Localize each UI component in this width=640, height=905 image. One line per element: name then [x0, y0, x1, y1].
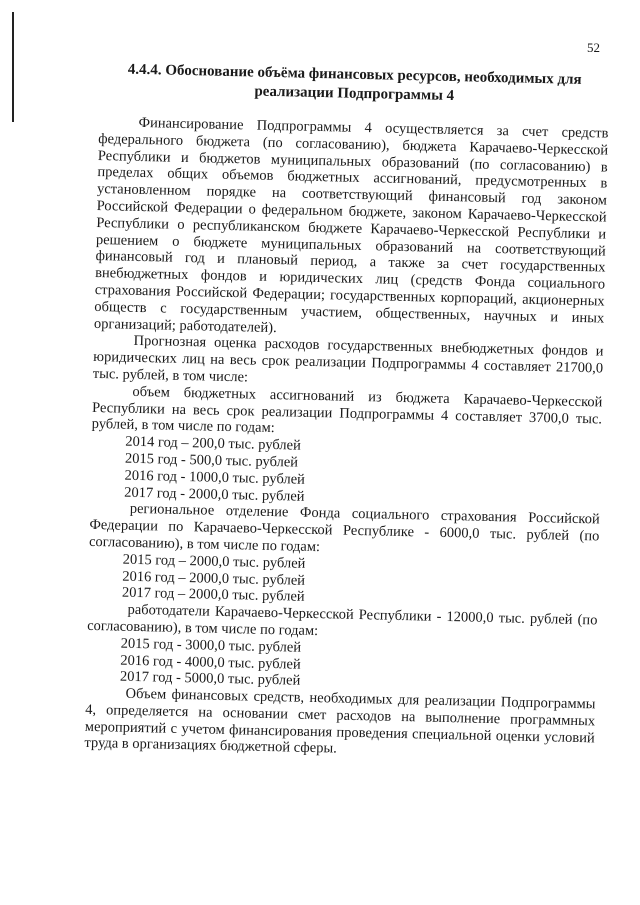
employer-year-2015: 2015 год - 3000,0 тыс. рублей: [120, 635, 302, 656]
paragraph-funding-determination: Объем финансовых средств, необходимых для реализации Подпрограммы 4, определяется на основании смет расходов на выполнение программных мероприятий с учетом финансирования проведения специальной оценки условий труда в организациях бюджетной сферы.: [84, 685, 596, 758]
employer-year-2016: 2016 год - 4000,0 тыс. рублей: [120, 652, 301, 673]
paragraph-republic-budget: объем бюджетных ассигнований из бюджета Карачаево-Черкесской Республики на весь срок реализации Подпрограммы 4 составляет 3700,0 тыс. рублей, в том числе по годам:: [91, 383, 603, 437]
paragraph-forecast-total: Прогнозная оценка расходов государственных внебюджетных фондов и юридических лиц на весь срок реализации Подпрограммы 4 составляет 21700,0 тыс. рублей, в том числе:: [92, 333, 604, 386]
fss-year-2016: 2016 год – 2000,0 тыс. рублей: [122, 568, 306, 589]
paragraph-social-insurance-fund: региональное отделение Фонда социального страхования Российской Федерации по Карачаево-Черкесской Республике - 6000,0 тыс. рублей (по согласованию), в том числе по годам:: [88, 501, 600, 556]
page-number: 52: [587, 40, 600, 55]
heading-line-2: реализации Подпрограммы 4: [254, 83, 455, 105]
fss-year-2015: 2015 год – 2000,0 тыс. рублей: [122, 551, 306, 572]
budget-year-2014: 2014 год – 200,0 тыс. рублей: [125, 433, 301, 454]
employer-year-2017: 2017 год - 5000,0 тыс. рублей: [119, 668, 301, 689]
fss-year-2017: 2017 год – 2000,0 тыс. рублей: [121, 584, 305, 606]
paragraph-employers: работодатели Карачаево-Черкесской Республики - 12000,0 тыс. рублей (по согласованию), в том числе по годам:: [86, 601, 598, 639]
section-heading: [99, 60, 610, 110]
paragraph-financing-sources: Финансирование Подпрограммы 4 осуществляется за счет средств федерального бюджета (по согласованию), бюджета Карачаево-Черкесской Республики и бюджетов муниципальных образований (по согласованию) в пределах общих объемов бюджетных ассигнований, предусмотренных в установленном порядке на соответствующий финансовый год законом Российской Федерации о федеральном бюджете, законом Карачаево-Черкесской Республики о республиканском бюджете Карачаево-Черкесской Республики и решением о бюджете муниципальных образований на соответствующий финансовый год и плановый период, а также за счет государственных внебюджетных фондов и юридических лиц (средств Фонда социального страхования Российской Федерации; государственных корпораций, акционерных обществ с государственным участием, общественных, научных и иных организаций; работодателей).: [93, 114, 609, 336]
budget-year-2016: 2016 год - 1000,0 тыс. рублей: [124, 467, 306, 488]
budget-year-2015: 2015 год - 500,0 тыс. рублей: [124, 450, 299, 471]
heading-line-1: 4.4.4. Обоснование объёма финансовых ресурсов, необходимых для: [127, 61, 582, 88]
binder-margin-line: [12, 12, 14, 122]
budget-year-2017: 2017 год - 2000,0 тыс. рублей: [124, 484, 305, 505]
document-page: [84, 60, 610, 764]
